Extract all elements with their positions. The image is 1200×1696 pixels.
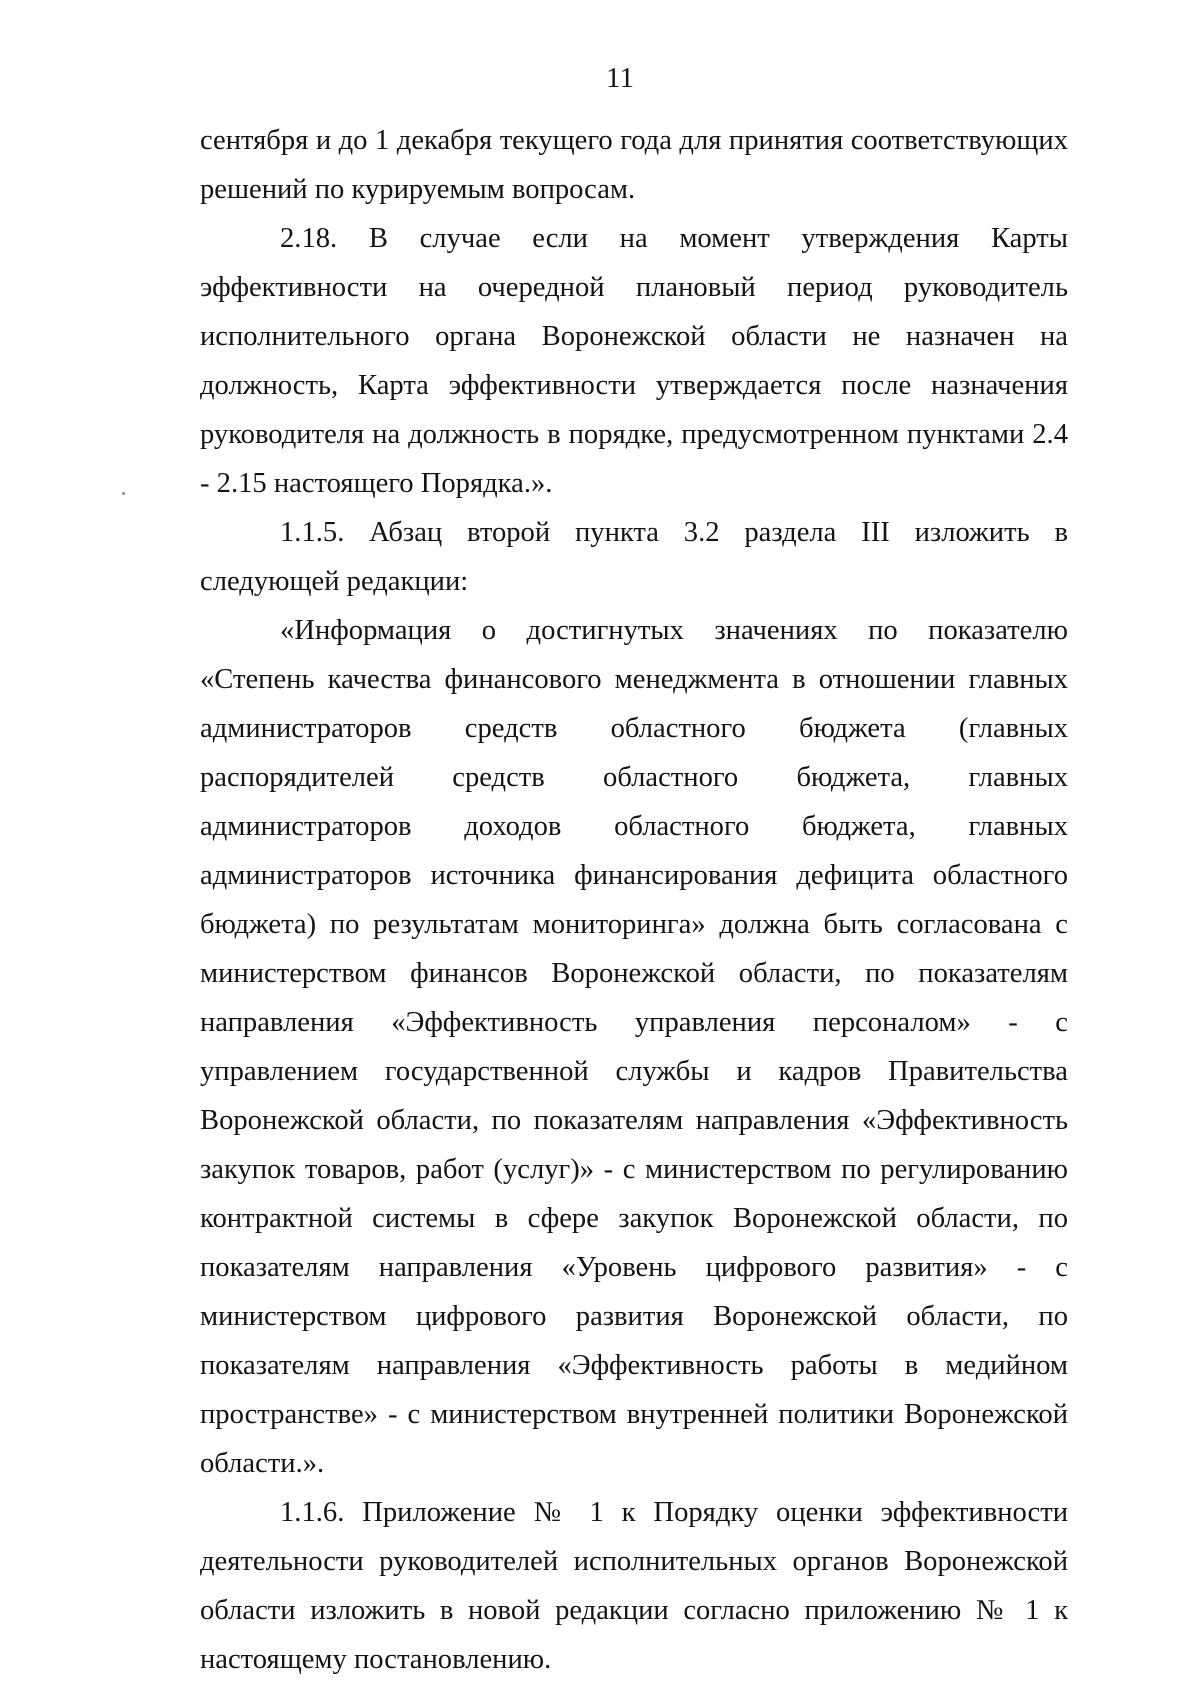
page-number: 11: [606, 62, 634, 94]
paragraph-continuation: сентября и до 1 декабря текущего года для принятия соответствующих решений по курируемым вопросам.: [200, 125, 1068, 205]
paragraph-1-1-6: 1.1.6. Приложение № 1 к Порядку оценки эффективности деятельности руководителей исполнительных органов Воронежской области изложить в новой редакции согласно приложению № 1 к настоящему постановлению.: [200, 1497, 1068, 1675]
paragraph-quoted-text: «Информация о достигнутых значениях по показателю «Степень качества финансового менеджмента в отношении главных администраторов средств областного бюджета (главных распорядителей средств областного бюджета, главных администраторов доходов областного бюджета, главных администраторов источника финансирования дефицита областного бюджета) по результатам мониторинга» должна быть согласована с министерством финансов Воронежской области, по показателям направления «Эффективность управления персоналом» - с управлением государственной службы и кадров Правительства Воронежской области, по показателям направления «Эффективность закупок товаров, работ (услуг)» - с министерством по регулированию контрактной системы в сфере закупок Воронежской области, по показателям направления «Уровень цифрового развития» - с министерством цифрового развития Воронежской области, по показателям направления «Эффективность работы в медийном пространстве» - с министерством внутренней политики Воронежской области.».: [200, 615, 1068, 1479]
document-body: [200, 116, 1068, 1684]
paragraph-1-1-5: 1.1.5. Абзац второй пункта 3.2 раздела III изложить в следующей редакции:: [200, 517, 1068, 597]
scan-speck: [122, 492, 125, 495]
paragraph-2-18: 2.18. В случае если на момент утверждения Карты эффективности на очередной плановый период руководитель исполнительного органа Воронежской области не назначен на должность, Карта эффективности утверждается после назначения руководителя на должность в порядке, предусмотренном пунктами 2.4 - 2.15 настоящего Порядка.».: [200, 223, 1068, 499]
